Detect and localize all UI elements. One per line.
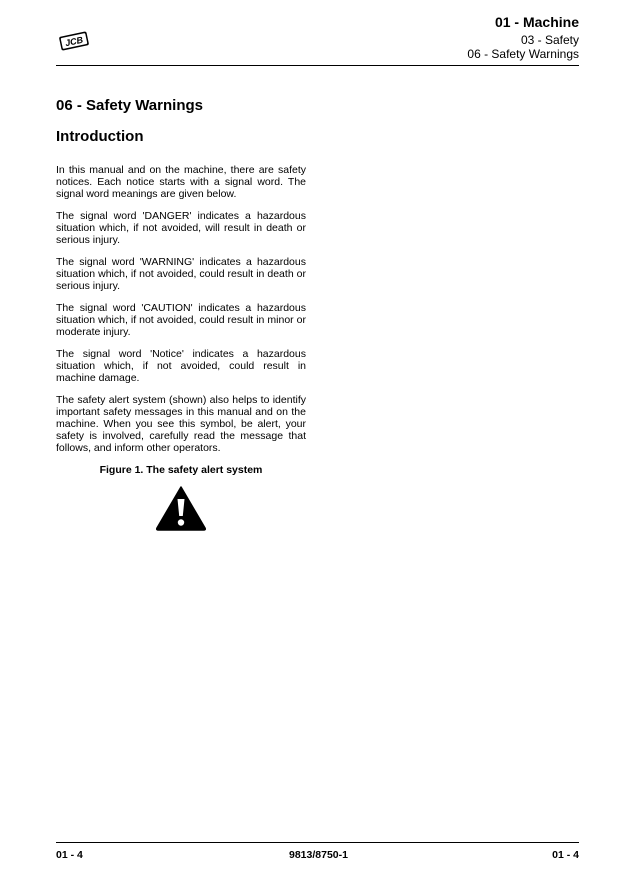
safety-alert-icon — [155, 485, 207, 531]
paragraph-danger: The signal word 'DANGER' indicates a hazardous situation which, if not avoided, will result in death or serious injury. — [56, 210, 306, 246]
paragraph-intro: In this manual and on the machine, there are safety notices. Each notice starts with a signal word. The signal word meanings are given below. — [56, 164, 306, 200]
footer-doc-number: 9813/8750-1 — [289, 849, 348, 861]
body-column — [56, 164, 306, 531]
page-title: 06 - Safety Warnings — [56, 97, 203, 114]
svg-text:JCB: JCB — [64, 34, 84, 49]
chapter-title: 01 - Machine — [494, 14, 579, 30]
footer-page-right: 01 - 4 — [552, 849, 579, 861]
paragraph-caution: The signal word 'CAUTION' indicates a hazardous situation which, if not avoided, could result in minor or moderate injury. — [56, 302, 306, 338]
figure-caption: Figure 1. The safety alert system — [99, 464, 263, 476]
paragraph-warning: The signal word 'WARNING' indicates a hazardous situation which, if not avoided, could result in death or serious injury. — [56, 256, 306, 292]
header-divider — [56, 65, 579, 66]
introduction-heading: Introduction — [56, 128, 144, 145]
subsection-title-header: 06 - Safety Warnings — [467, 46, 579, 61]
footer-divider — [56, 842, 579, 843]
paragraph-safety-alert: The safety alert system (shown) also helps to identify important safety messages in this manual and on the machine. When you see this symbol, be alert, your safety is involved, carefully read the message that follows, and inform other operators. — [56, 394, 306, 454]
page-header — [467, 15, 579, 61]
footer-page-left: 01 - 4 — [56, 849, 83, 861]
jcb-logo — [57, 29, 91, 53]
paragraph-notice: The signal word 'Notice' indicates a hazardous situation which, if not avoided, could result in machine damage. — [56, 348, 306, 384]
section-title-header: 03 - Safety — [520, 33, 579, 48]
